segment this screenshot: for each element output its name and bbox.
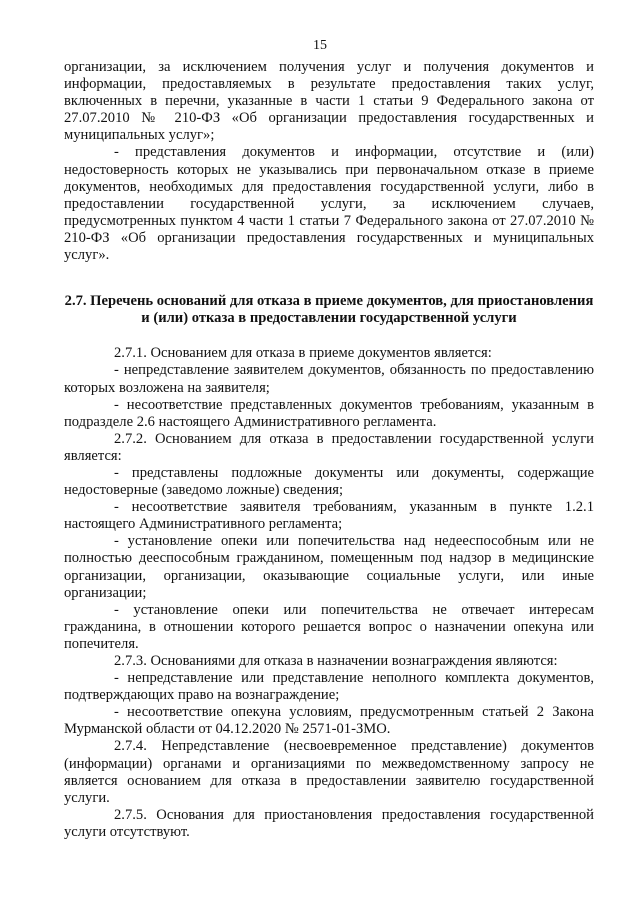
paragraph: - несоответствие представленных документов требованиям, указанным в подразделе 2.6 настоящего Административного регламента. [64, 396, 594, 430]
paragraph: - несоответствие заявителя требованиям, указанным в пункте 1.2.1 настоящего Административного регламента; [64, 499, 594, 533]
paragraph: 2.7.5. Основания для приостановления предоставления государственной услуги отсутствуют. [64, 806, 594, 840]
paragraph: - установление опеки или попечительства не отвечает интересам гражданина, в отношении которого решается вопрос о назначении опекуна или попечителя. [64, 601, 594, 652]
paragraph: 2.7.3. Основаниями для отказа в назначении вознаграждения являются: [114, 653, 558, 669]
section-heading: 2.7. Перечень оснований для отказа в приеме документов, для приостановления и (или) отказа в предоставлении государственной услуги [64, 293, 594, 327]
paragraph: - представления документов и информации, отсутствие и (или) недостоверность которых не указывались при первоначальном отказе в приеме документов, необходимых для предоставления государственной услуги, либо в предоставлении государственной услуги, за исключением случаев, предусмотренных пунктом 4 части 1 статьи 7 Федерального закона от 27.07.2010 № 210-ФЗ «Об организации предоставления государственных и муниципальных услуг». [64, 144, 594, 264]
continuation-block [64, 59, 594, 264]
paragraph: - представлены подложные документы или документы, содержащие недостоверные (заведомо ложные) сведения; [64, 464, 594, 499]
paragraph: - непредставление или представление неполного комплекта документов, подтверждающих право на вознаграждение; [64, 670, 594, 704]
section-body [64, 345, 594, 841]
document-body [64, 59, 594, 841]
paragraph: 2.7.2. Основанием для отказа в предоставлении государственной услуги является: [64, 430, 594, 464]
paragraph: - установление опеки или попечительства над недееспособным или не полностью дееспособным гражданином, помещенным под надзор в медицинские организации, организации, оказывающие социальные услуги, или иные организации; [64, 533, 594, 601]
paragraph: - несоответствие опекуна условиям, предусмотренным статьей 2 Закона Мурманской области от 04.12.2020 № 2571-01-ЗМО. [64, 704, 594, 738]
paragraph: организации, за исключением получения услуг и получения документов и информации, предоставляемых в результате предоставления таких услуг, включенных в перечни, указанные в части 1 статьи 9 Федерального закона от 27.07.2010 № 210-ФЗ «Об организации предоставления государственных и муниципальных услуг»; [64, 59, 594, 144]
page-number: 15 [313, 38, 327, 53]
paragraph: 2.7.4. Непредставление (несвоевременное представление) документов (информации) органами и организациями по межведомственному запросу не является основанием для отказа в предоставлении заявителю государственной услуги. [64, 738, 594, 806]
paragraph: 2.7.1. Основанием для отказа в приеме документов является: [114, 345, 492, 362]
paragraph: - непредставление заявителем документов, обязанность по предоставлению которых возложена на заявителя; [64, 362, 594, 396]
